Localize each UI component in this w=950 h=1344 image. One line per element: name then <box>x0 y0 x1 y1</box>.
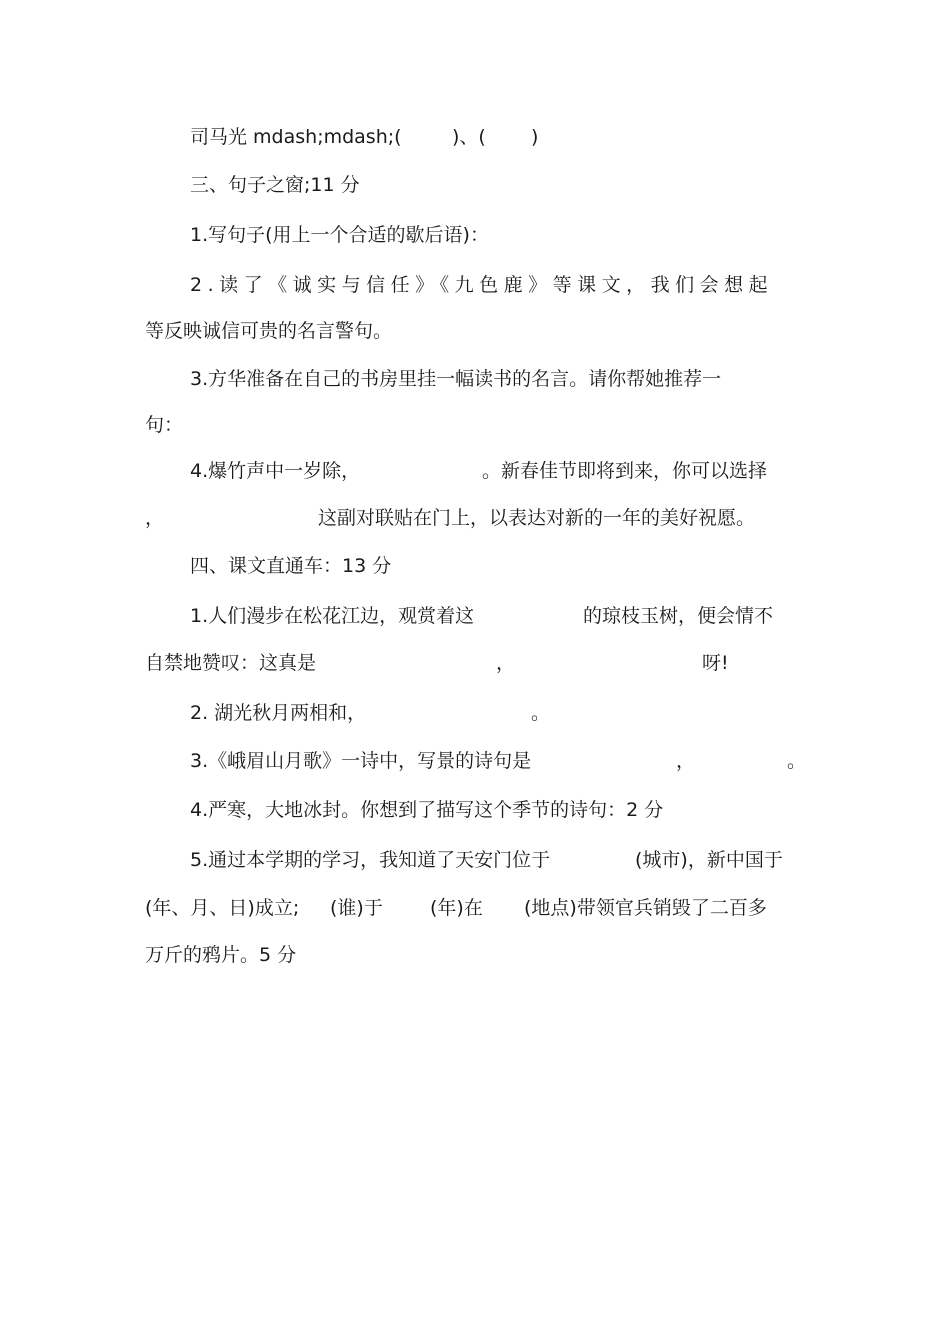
line-text: (地点)带领官兵销毁了二百多 <box>524 897 767 919</box>
line-text: 1.人们漫步在松花江边，观赏着这 <box>190 605 475 627</box>
line-text: (年、月、日)成立; <box>145 897 300 919</box>
line-text: 1.写句子(用上一个合适的歇后语)： <box>190 224 489 246</box>
question-3-1 <box>0 220 950 250</box>
line-text: 四、课文直通车：13 分 <box>190 555 392 577</box>
line-text: (年)在 <box>430 897 483 919</box>
line-text: (谁)于 <box>330 897 383 919</box>
line-text: )、( <box>452 126 486 148</box>
question-3-4-cont <box>0 503 950 533</box>
line-text: 等反映诚信可贵的名言警句。 <box>145 320 393 342</box>
question-3-2 <box>0 270 950 300</box>
line-text: 呀! <box>702 652 729 674</box>
line-text: 。 <box>531 702 551 724</box>
question-4-4 <box>0 795 950 825</box>
line-text: 的琼枝玉树，便会情不 <box>583 605 774 627</box>
question-3-3 <box>0 364 950 394</box>
question-4-5 <box>0 845 950 875</box>
line-text: ， <box>496 652 516 674</box>
question-3-2-cont <box>0 316 950 346</box>
line-text: 3.方华准备在自己的书房里挂一幅读书的名言。请你帮她推荐一 <box>190 368 722 390</box>
question-3-3-cont <box>0 410 950 440</box>
line-text: (城市)，新中国于 <box>635 849 783 871</box>
question-4-1-cont <box>0 648 950 678</box>
line-text: 。 <box>787 750 807 772</box>
question-4-3 <box>0 746 950 776</box>
line-text: 司马光 mdash;mdash;( <box>190 126 402 148</box>
line-text: 这副对联贴在门上，以表达对新的一年的美好祝愿。 <box>318 507 756 529</box>
line-text: 5.通过本学期的学习，我知道了天安门位于 <box>190 849 551 871</box>
question-4-5-cont <box>0 893 950 923</box>
line-text: 自禁地赞叹：这真是 <box>145 652 317 674</box>
line-text: ) <box>531 126 539 148</box>
question-4-2 <box>0 698 950 728</box>
line-text: ， <box>676 750 696 772</box>
section-heading-4 <box>0 551 950 581</box>
line-text: 三、句子之窗;11 分 <box>190 174 360 196</box>
line-text: 4.严寒，大地冰封。你想到了描写这个季节的诗句：2 分 <box>190 799 664 821</box>
line-text: 2.读了《诚实与信任》《九色鹿》等课文，我们会想起 <box>190 274 774 296</box>
line-text: 句： <box>145 414 184 436</box>
line-text: 3.《峨眉山月歌》一诗中，写景的诗句是 <box>190 750 532 772</box>
section-heading-3 <box>0 170 950 200</box>
line-sima-guang <box>0 122 950 152</box>
line-text: ， <box>145 507 165 529</box>
question-4-5-end <box>0 940 950 970</box>
question-4-1 <box>0 601 950 631</box>
line-text: 2. 湖光秋月两相和， <box>190 702 367 724</box>
question-3-4 <box>0 456 950 486</box>
line-text: 。新春佳节即将到来，你可以选择 <box>482 460 768 482</box>
line-text: 万斤的鸦片。5 分 <box>145 944 297 966</box>
line-text: 4.爆竹声中一岁除， <box>190 460 361 482</box>
